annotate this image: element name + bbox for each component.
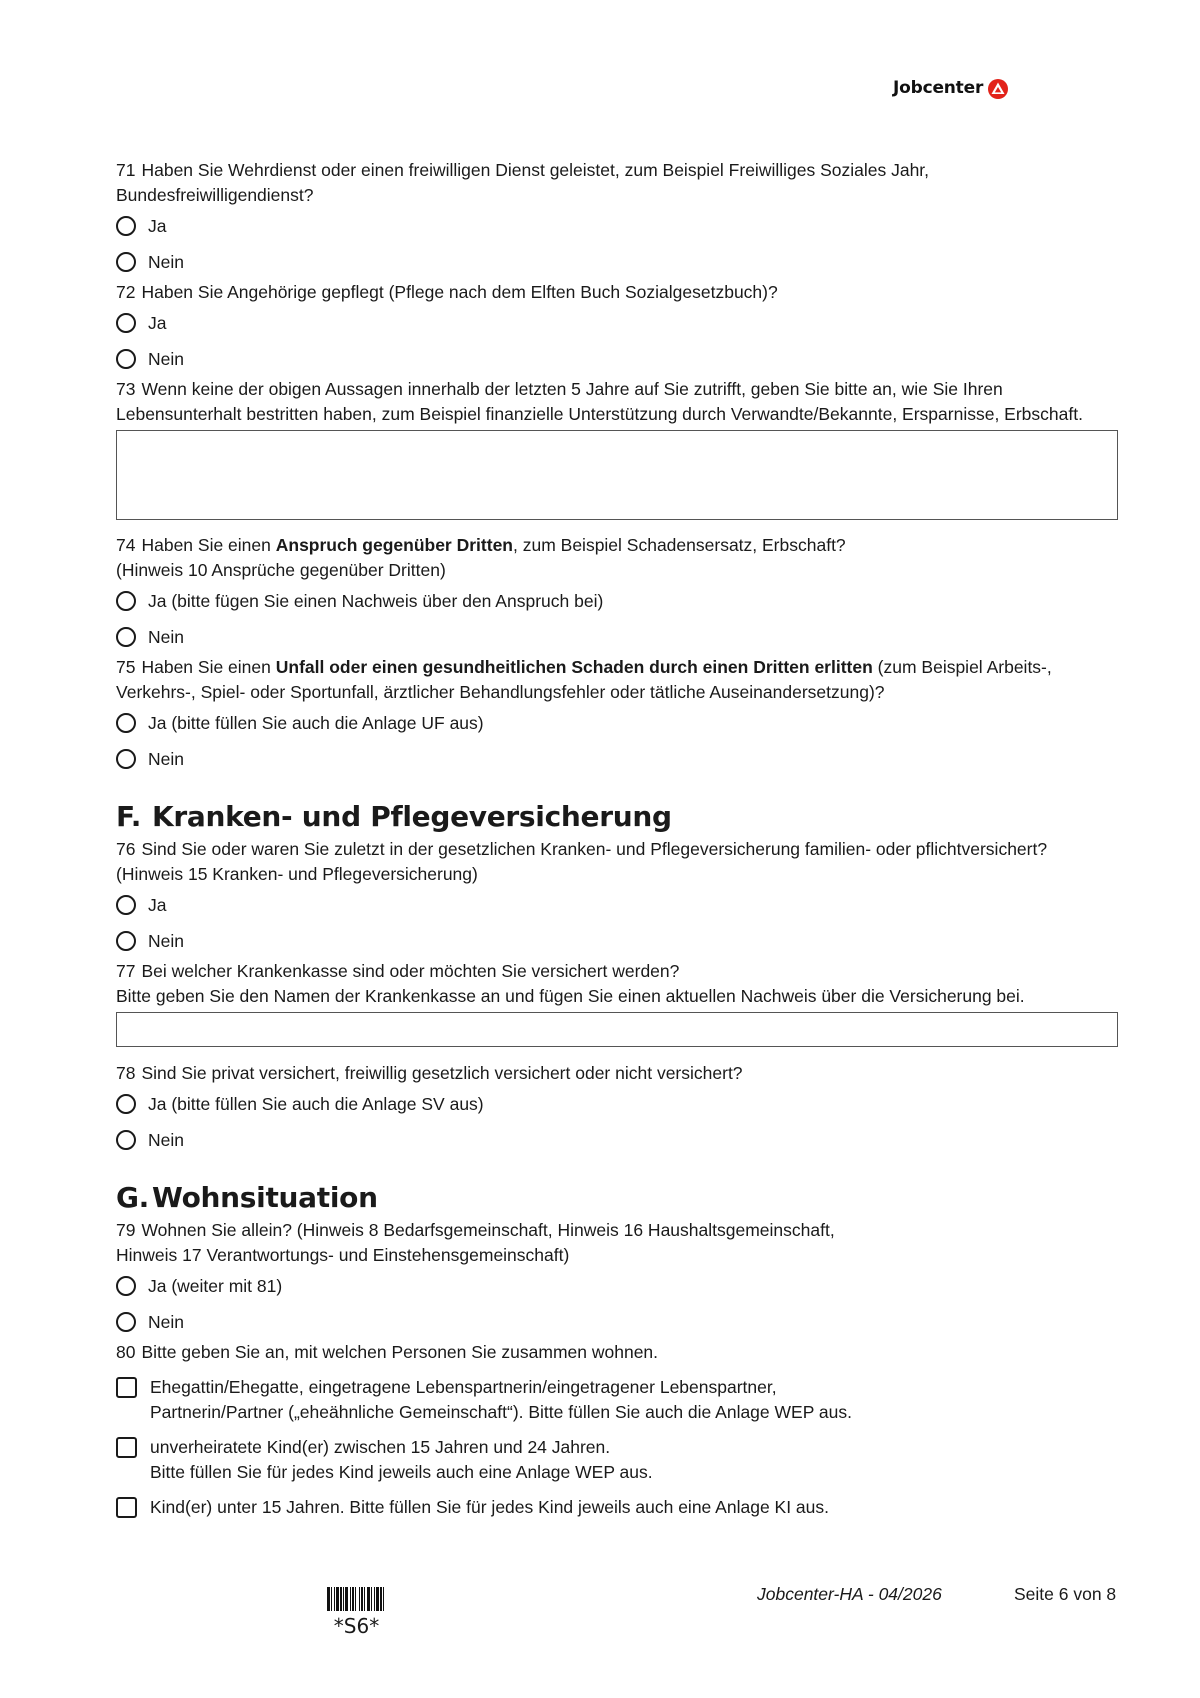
option-ja[interactable] <box>116 1086 1116 1122</box>
radio-button[interactable] <box>116 931 136 951</box>
option-nein[interactable] <box>116 1122 1116 1158</box>
question-text-bold: Anspruch gegenüber Dritten <box>275 535 513 555</box>
question-text-cont: Hinweis 17 Verantwortungs- und Einstehensgemeinschaft) <box>116 1245 570 1265</box>
question-74 <box>116 533 1116 655</box>
option-label: Ja (bitte fügen Sie einen Nachweis über den Anspruch bei) <box>148 590 604 611</box>
hint-text: (Hinweis 15 Kranken- und Pflegeversicherung) <box>116 864 478 884</box>
question-77 <box>116 959 1116 1047</box>
radio-button[interactable] <box>116 349 136 369</box>
option-label: Nein <box>148 626 184 647</box>
section-heading-g <box>116 1180 1116 1216</box>
option-ja[interactable] <box>116 305 1116 341</box>
option-nein[interactable] <box>116 741 1116 777</box>
question-text: Haben Sie Wehrdienst oder einen freiwilligen Dienst geleistet, zum Beispiel Freiwilliges Soziales Jahr, <box>141 160 930 180</box>
form-identifier: Jobcenter-HA - 04/2026 <box>757 1584 942 1604</box>
option-label: Nein <box>148 348 184 369</box>
option-nein[interactable] <box>116 1304 1116 1340</box>
radio-button[interactable] <box>116 895 136 915</box>
option-ja[interactable] <box>116 1268 1116 1304</box>
option-label: Nein <box>148 930 184 951</box>
radio-button[interactable] <box>116 713 136 733</box>
barcode-label: *S6* <box>333 1614 380 1638</box>
question-text-cont: Bundesfreiwilligendienst? <box>116 185 314 205</box>
radio-button[interactable] <box>116 1130 136 1150</box>
question-number: 79 <box>116 1220 136 1240</box>
question-72 <box>116 280 1116 377</box>
question-number: 80 <box>116 1342 136 1362</box>
option-ja[interactable] <box>116 208 1116 244</box>
option-nein[interactable] <box>116 923 1116 959</box>
checkbox[interactable] <box>116 1437 137 1458</box>
section-heading-f <box>116 799 1116 835</box>
page-barcode <box>284 1585 429 1639</box>
question-number: 73 <box>116 379 136 399</box>
health-insurer-input[interactable] <box>116 1012 1118 1047</box>
option-nein[interactable] <box>116 341 1116 377</box>
option-label: Ja <box>148 215 167 236</box>
radio-button[interactable] <box>116 1312 136 1332</box>
question-text-cont: Verkehrs-, Spiel- oder Sportunfall, ärztlicher Behandlungsfehler oder tätliche Auseinandersetzung)? <box>116 682 885 702</box>
page-number: Seite 6 von 8 <box>1014 1584 1117 1604</box>
radio-button[interactable] <box>116 591 136 611</box>
logo-text: Jobcenter <box>893 78 984 98</box>
question-76 <box>116 837 1116 959</box>
question-75 <box>116 655 1116 777</box>
question-text: Wenn keine der obigen Aussagen innerhalb der letzten 5 Jahre auf Sie zutrifft, geben Sie bitte an, wie Sie Ihren <box>141 379 1003 399</box>
question-number: 78 <box>116 1063 136 1083</box>
question-number: 72 <box>116 282 136 302</box>
option-label: Ja (weiter mit 81) <box>148 1275 283 1296</box>
section-title: Kranken- und Pflegeversicherung <box>152 800 672 833</box>
question-number: 76 <box>116 839 136 859</box>
question-number: 77 <box>116 961 136 981</box>
question-text: Haben Sie einen <box>141 657 276 677</box>
question-79 <box>116 1218 1116 1340</box>
option-label: Nein <box>148 251 184 272</box>
question-text: Bitte geben Sie an, mit welchen Personen Sie zusammen wohnen. <box>141 1342 659 1362</box>
option-nein[interactable] <box>116 244 1116 280</box>
question-71 <box>116 158 1116 280</box>
option-ja[interactable] <box>116 887 1116 923</box>
question-text: Sind Sie privat versichert, freiwillig gesetzlich versichert oder nicht versichert? <box>141 1063 743 1083</box>
option-label: Ja (bitte füllen Sie auch die Anlage SV aus) <box>148 1093 484 1114</box>
checkbox[interactable] <box>116 1497 137 1518</box>
option-label: Ja (bitte füllen Sie auch die Anlage UF aus) <box>148 712 484 733</box>
question-78 <box>116 1061 1116 1158</box>
question-number: 74 <box>116 535 136 555</box>
question-text: Haben Sie einen <box>141 535 276 555</box>
option-label: Nein <box>148 1311 184 1332</box>
question-number: 71 <box>116 160 136 180</box>
hint-text: (Hinweis 10 Ansprüche gegenüber Dritten) <box>116 560 446 580</box>
question-text-end: , zum Beispiel Schadensersatz, Erbschaft? <box>513 535 846 555</box>
option-partner[interactable] <box>116 1375 1116 1425</box>
radio-button[interactable] <box>116 1276 136 1296</box>
radio-button[interactable] <box>116 216 136 236</box>
radio-button[interactable] <box>116 252 136 272</box>
question-text: Bei welcher Krankenkasse sind oder möchten Sie versichert werden? <box>141 961 680 981</box>
jobcenter-logo-icon <box>988 79 1008 99</box>
option-label: Ja <box>148 312 167 333</box>
option-children-under-15[interactable] <box>116 1495 1116 1520</box>
section-title: Wohnsituation <box>152 1181 378 1214</box>
option-ja[interactable] <box>116 705 1116 741</box>
option-label: Nein <box>148 1129 184 1150</box>
option-children-15-24[interactable] <box>116 1435 1116 1485</box>
radio-button[interactable] <box>116 749 136 769</box>
question-text: Wohnen Sie allein? (Hinweis 8 Bedarfsgemeinschaft, Hinweis 16 Haushaltsgemeinschaft, <box>141 1220 835 1240</box>
jobcenter-logo <box>893 76 1008 101</box>
radio-button[interactable] <box>116 1094 136 1114</box>
checkbox[interactable] <box>116 1377 137 1398</box>
question-number: 75 <box>116 657 136 677</box>
question-text-cont: Bitte geben Sie den Namen der Krankenkasse an und fügen Sie einen aktuellen Nachweis über die Versicherung bei. <box>116 986 1025 1006</box>
option-label: Ja <box>148 894 167 915</box>
option-nein[interactable] <box>116 619 1116 655</box>
option-label: Nein <box>148 748 184 769</box>
question-80 <box>116 1340 1116 1520</box>
radio-button[interactable] <box>116 313 136 333</box>
livelihood-textarea[interactable] <box>116 430 1118 520</box>
option-label-cont: Bitte füllen Sie für jedes Kind jeweils auch eine Anlage WEP aus. <box>150 1462 653 1482</box>
barcode-graphic <box>284 1585 429 1611</box>
section-letter: F. <box>116 800 142 833</box>
option-ja[interactable] <box>116 583 1116 619</box>
question-text-bold: Unfall oder einen gesundheitlichen Schaden durch einen Dritten erlitten <box>275 657 873 677</box>
question-text: Haben Sie Angehörige gepflegt (Pflege nach dem Elften Buch Sozialgesetzbuch)? <box>141 282 778 302</box>
option-label: Kind(er) unter 15 Jahren. Bitte füllen Sie für jedes Kind jeweils auch eine Anlage KI aus. <box>150 1497 830 1517</box>
barcode-gap <box>384 1587 387 1611</box>
option-label: unverheiratete Kind(er) zwischen 15 Jahren und 24 Jahren. <box>150 1437 611 1457</box>
option-label-cont: Partnerin/Partner („eheähnliche Gemeinschaft“). Bitte füllen Sie auch die Anlage WEP aus. <box>150 1402 852 1422</box>
radio-button[interactable] <box>116 627 136 647</box>
question-text-cont: Lebensunterhalt bestritten haben, zum Beispiel finanzielle Unterstützung durch Verwandte/Bekannte, Ersparnisse, Erbschaft. <box>116 404 1083 424</box>
form-content <box>116 158 1116 1520</box>
option-label: Ehegattin/Ehegatte, eingetragene Lebenspartnerin/eingetragener Lebenspartner, <box>150 1377 777 1397</box>
section-letter: G. <box>116 1181 150 1214</box>
question-text-end: (zum Beispiel Arbeits-, <box>872 657 1052 677</box>
question-text: Sind Sie oder waren Sie zuletzt in der gesetzlichen Kranken- und Pflegeversicherung familien- oder pflichtversichert? <box>141 839 1048 859</box>
question-73 <box>116 377 1116 520</box>
